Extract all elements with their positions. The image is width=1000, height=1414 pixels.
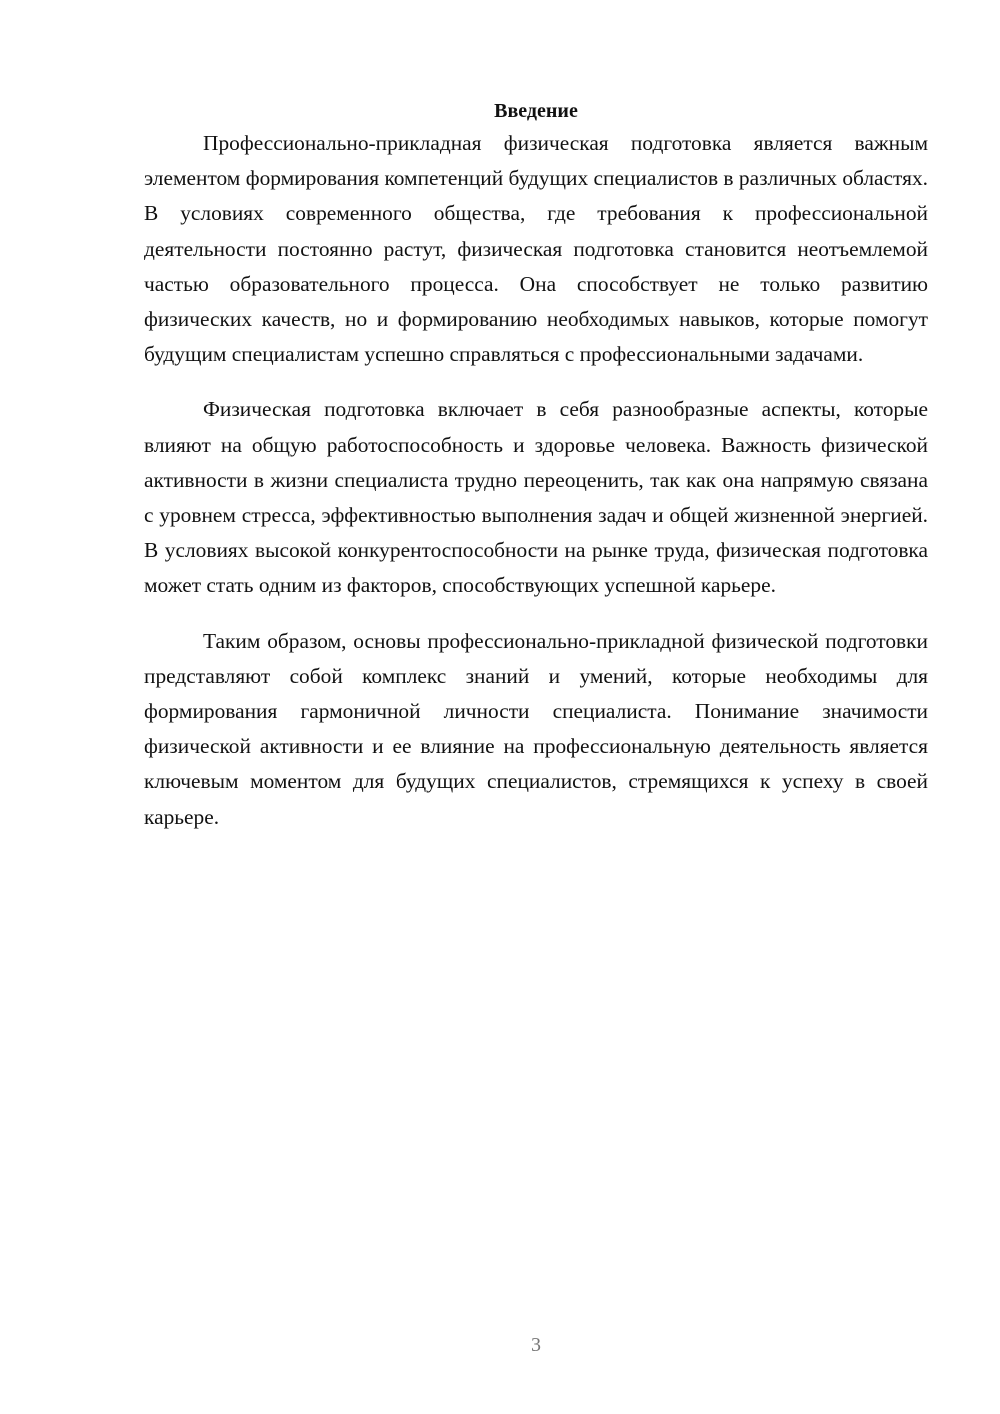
paragraph-3: Таким образом, основы профессионально-прикладной физической подготовки представляют собой комплекс знаний и умений, которые необходимы для формирования гармоничной личности специалиста. Понимание значимости физической активности и ее влияние на профессиональную деятельность является ключевым моментом для будущих специалистов, стремящихся к успеху в своей карьере. <box>144 628 928 829</box>
section-heading: Введение <box>494 100 578 122</box>
paragraph-1: Профессионально-прикладная физическая подготовка является важным элементом формирования компетенций будущих специалистов в различных областях. В условиях современного общества, где требования к профессиональной деятельности постоянно растут, физическая подготовка становится неотъемлемой частью образовательного процесса. Она способствует не только развитию физических качеств, но и формированию необходимых навыков, которые помогут будущим специалистам успешно справляться с профессиональными задачами. <box>144 131 928 367</box>
paragraph-2: Физическая подготовка включает в себя разнообразные аспекты, которые влияют на общую работоспособность и здоровье человека. Важность физической активности в жизни специалиста трудно переоценить, так как она напрямую связана с уровнем стресса, эффективностью выполнения задач и общей жизненной энергией. В условиях высокой конкурентоспособности на рынке труда, физическая подготовка может стать одним из факторов, способствующих успешной карьере. <box>144 397 928 598</box>
page-content <box>144 96 928 835</box>
page-number: 3 <box>531 1334 541 1356</box>
